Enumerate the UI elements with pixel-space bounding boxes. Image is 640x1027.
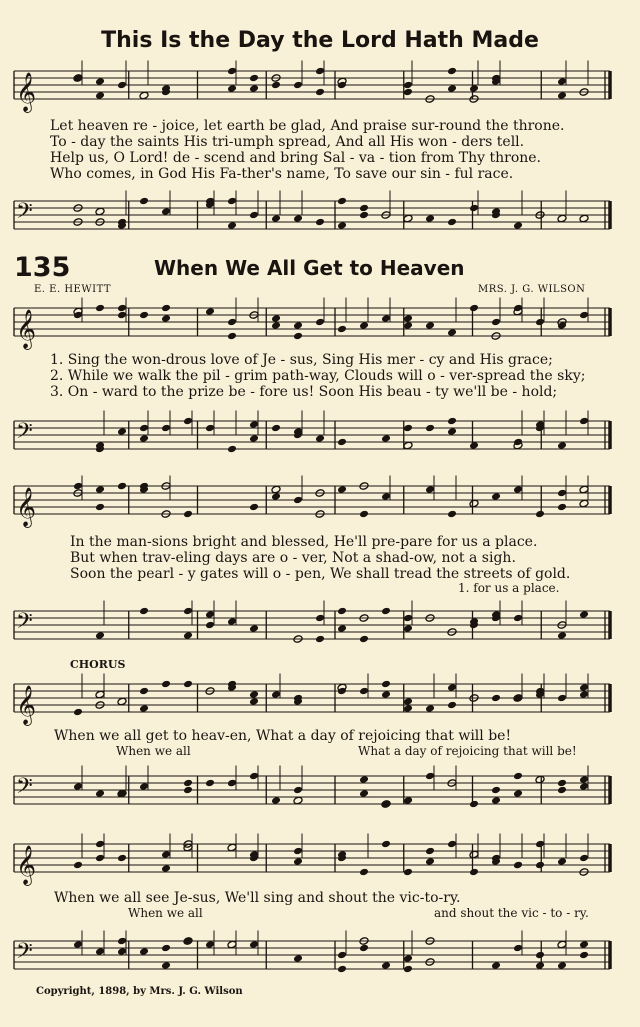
svg-text:𝄞: 𝄞 — [16, 685, 37, 725]
chorus-line: When we all get to heav-en, What a day of rejoicing that will be! — [54, 728, 512, 744]
composer-credit: MRS. J. G. WILSON — [478, 284, 586, 295]
verse-line: 2. While we walk the pil - grim path-way, Clouds will o - ver-spread the sky; — [50, 368, 586, 384]
verse-line: 1. Sing the won-drous love of Je - sus, Sing His mer - cy and His grace; — [50, 352, 553, 368]
hymn-number: 135 — [14, 252, 71, 283]
chorus-line: When we all see Je-sus, We'll sing and shout the vic-to-ry. — [54, 890, 461, 906]
verse-line: Soon the pearl - y gates will o - pen, We shall tread the streets of gold. — [70, 566, 571, 582]
verse-line: 3. On - ward to the prize be - fore us! Soon His beau - ty we'll be - hold; — [50, 384, 558, 400]
ending-label: 1. for us a place. — [458, 581, 560, 595]
svg-text:𝄢: 𝄢 — [16, 199, 33, 229]
bass-staff — [0, 935, 640, 975]
verse-line: To - day the saints His tri-umph spread, And all His won - ders tell. — [50, 134, 525, 150]
svg-text:𝄞: 𝄞 — [16, 72, 37, 112]
treble-staff — [0, 838, 640, 885]
svg-text:𝄢: 𝄢 — [16, 939, 33, 969]
bass-staff — [0, 195, 640, 235]
verse-line: Let heaven re - joice, let earth be glad, And praise sur-round the throne. — [50, 118, 565, 134]
bass-staff — [0, 770, 640, 810]
bass-staff — [0, 605, 640, 645]
bass-echo-line: When we all — [116, 744, 191, 758]
svg-text:𝄞: 𝄞 — [16, 845, 37, 885]
treble-staff — [0, 480, 640, 527]
svg-text:𝄢: 𝄢 — [16, 774, 33, 804]
verse-line: Help us, O Lord! de - scend and bring Sal - va - tion from Thy throne. — [50, 150, 542, 166]
bass-echo-line: What a day of rejoicing that will be! — [358, 744, 577, 758]
treble-staff — [0, 302, 640, 349]
chorus-label: CHORUS — [70, 658, 126, 671]
hymn-title: This Is the Day the Lord Hath Made — [101, 28, 539, 53]
bass-staff — [0, 415, 640, 455]
svg-text:𝄢: 𝄢 — [16, 609, 33, 639]
copyright-note: Copyright, 1898, by Mrs. J. G. Wilson — [36, 986, 243, 997]
verse-line: In the man-sions bright and blessed, He'll pre-pare for us a place. — [70, 534, 538, 550]
svg-text:𝄞: 𝄞 — [16, 309, 37, 349]
treble-staff — [0, 65, 640, 112]
verse-line: But when trav-eling days are o - ver, Not a shad-ow, not a sigh. — [70, 550, 516, 566]
svg-text:𝄢: 𝄢 — [16, 419, 33, 449]
lyricist-credit: E. E. HEWITT — [34, 284, 112, 295]
bass-echo-line: When we all — [128, 906, 203, 920]
svg-text:𝄞: 𝄞 — [16, 487, 37, 527]
verse-line: Who comes, in God His Fa-ther's name, To save our sin - ful race. — [50, 166, 514, 182]
bass-echo-line: and shout the vic - to - ry. — [434, 906, 589, 920]
treble-staff — [0, 678, 640, 725]
hymn-title: When We All Get to Heaven — [154, 256, 465, 280]
